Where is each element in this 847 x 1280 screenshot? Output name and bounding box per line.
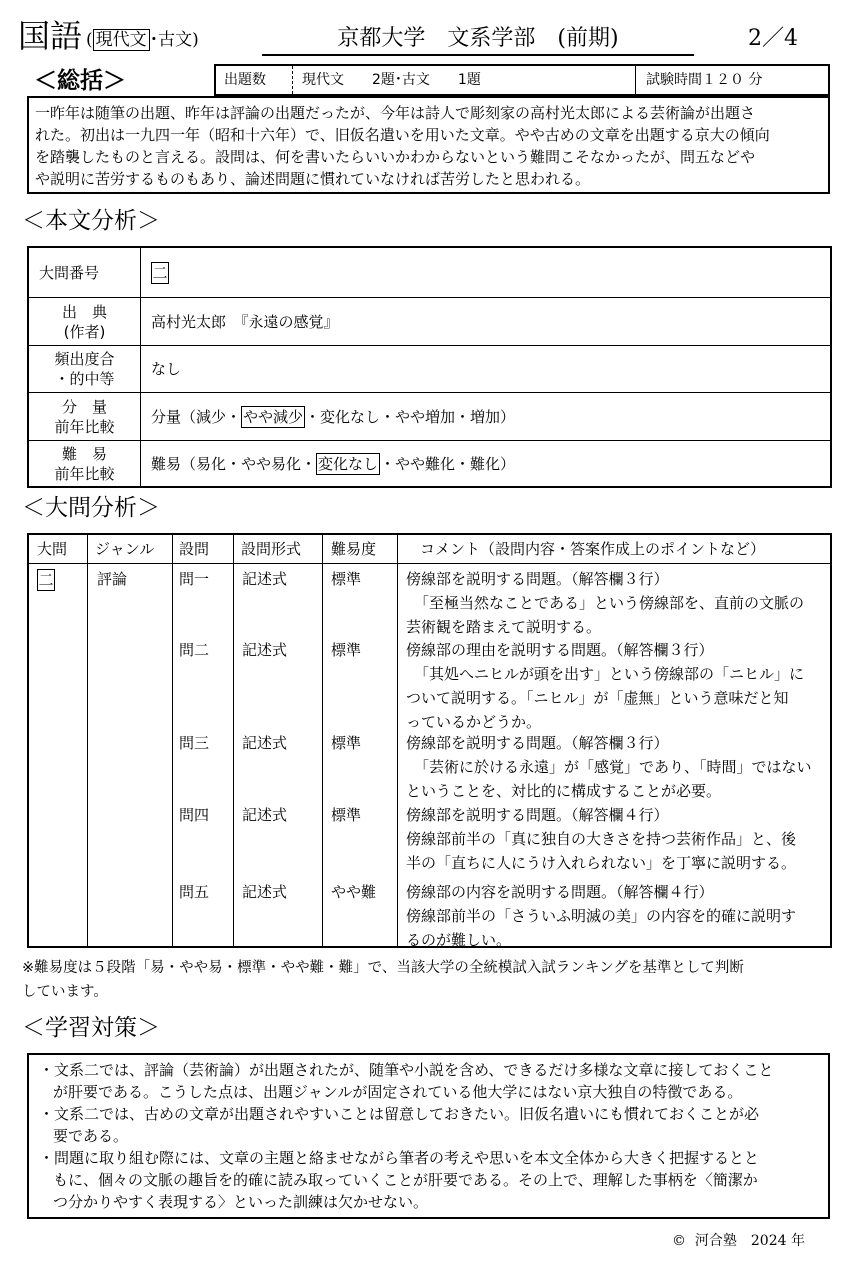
question-format: 記述式	[242, 883, 288, 901]
q-number-label: 大問番号	[39, 263, 100, 282]
question-analysis-heading: ＜大問分析＞	[22, 495, 160, 521]
question-format: 記述式	[242, 570, 288, 588]
comment-line: 傍線部を説明する問題。（解答欄３行）	[406, 570, 669, 588]
comment-line: 傍線部を説明する問題。（解答欄４行）	[406, 806, 669, 824]
study-item	[39, 1147, 822, 1213]
comment-line: 傍線部前半の「さういふ明滅の美」の内容を的確に説明す	[406, 907, 797, 925]
comment-line: っているかどうか。	[406, 713, 542, 731]
question-label: 問五	[179, 883, 210, 901]
question-level: やや難	[331, 883, 377, 901]
difficulty-suffix: ・やや難化・難化）	[380, 454, 516, 473]
scope-rest: ･古文)	[149, 30, 199, 50]
question-level: 標準	[331, 570, 362, 588]
comment-line: るのが難しい。	[406, 931, 512, 949]
source-sublabel: (作者)	[63, 322, 106, 341]
exam-info-box	[214, 64, 830, 96]
scope-selected: 現代文	[93, 29, 150, 51]
difficulty-label: 難 易	[61, 444, 107, 463]
difficulty-value	[151, 441, 515, 486]
study-line: 要である。	[53, 1127, 129, 1145]
study-line: ・問題に取り組む際には、文章の主題と絡ませながら筆者の考えや思いを本文全体から大きく把握するとと	[39, 1149, 760, 1167]
note-line: ※難易度は５段階「易・やや易・標準・やや難・難」で、当該大学の全統模試入試ランキングを基準として判断	[22, 960, 744, 976]
col-header: 難易度	[331, 540, 377, 558]
summary-line: を踏襲したものと言える。設問は、何を書いたらいいかわからないという難問こそなかったが、問五などや	[35, 148, 756, 166]
subject-title: 国語	[18, 17, 83, 55]
frequency-label: 頻出度合	[54, 350, 115, 368]
subject-scope	[86, 28, 199, 52]
question-label: 問二	[179, 641, 210, 659]
big-question-number: 二	[38, 571, 54, 589]
difficulty-selected: 変化なし	[318, 454, 379, 473]
study-box	[27, 1053, 830, 1219]
text-analysis-table	[27, 246, 832, 488]
study-item	[39, 1103, 822, 1147]
source-value: 高村光太郎 『永遠の感覚』	[151, 312, 339, 331]
summary-heading: ＜総括＞	[34, 68, 126, 94]
frequency-value: なし	[151, 360, 182, 378]
difficulty-sublabel: 前年比較	[54, 464, 115, 483]
summary-box	[27, 96, 830, 194]
question-level: 標準	[331, 734, 362, 752]
question-level: 標準	[331, 806, 362, 824]
col-header: 大問	[37, 540, 68, 558]
row-frequency	[29, 346, 830, 393]
comment-line: 「其処へニヒルが頭を出す」という傍線部の「ニヒル」に	[414, 665, 805, 683]
col-header: 設問	[179, 540, 210, 558]
summary-line: れた。初出は一九四一年（昭和十六年）で、旧仮名遣いを用いた文章。やや古めの文章を出題する京大の傾向	[35, 126, 770, 144]
volume-suffix: ・変化なし・やや増加・増加）	[305, 407, 516, 426]
scope-open: (	[86, 30, 93, 50]
question-label: 問三	[179, 734, 210, 752]
study-line: もに、個々の文脈の趣旨を的確に読み取っていくことが肝要である。その上で、理解した事柄を〈簡潔か	[53, 1171, 758, 1189]
question-format: 記述式	[242, 641, 288, 659]
comment-line: ということを、対比的に構成することが必要。	[406, 782, 722, 800]
q-number-value: 二	[152, 263, 168, 282]
comment-line: 「至極当然なことである」という傍線部を、直前の文脈の	[414, 594, 805, 612]
comment-line: ついて説明する。「ニヒル」が「虚無」という意味だと知	[406, 689, 789, 707]
question-format: 記述式	[242, 806, 288, 824]
study-line: ・文系二では、評論（芸術論）が出題されたが、随筆や小説を含め、できるだけ多様な文章に接しておくこと	[39, 1061, 774, 1079]
study-item	[39, 1059, 822, 1103]
volume-value	[151, 393, 515, 440]
study-heading: ＜学習対策＞	[22, 1015, 160, 1041]
comment-line: 傍線部の理由を説明する問題。（解答欄３行）	[406, 641, 714, 659]
col-header: 設問形式	[241, 540, 302, 558]
question-label: 問四	[179, 806, 210, 824]
comment-line: 傍線部前半の「真に独自の大きさを持つ芸術作品」と、後	[406, 830, 797, 848]
count-value: 現代文 2題･古文 1題	[302, 72, 481, 88]
text-analysis-heading: ＜本文分析＞	[22, 208, 160, 234]
row-difficulty	[29, 441, 830, 486]
exam-title: 京都大学 文系学部 (前期)	[262, 24, 694, 56]
note-line: しています。	[22, 984, 108, 1000]
summary-line: 一昨年は随筆の出題、昨年は評論の出題だったが、今年は詩人で彫刻家の高村光太郎による芸術論が出題さ	[35, 104, 756, 122]
row-q-number	[29, 248, 830, 298]
question-label: 問一	[179, 570, 210, 588]
comment-line: 傍線部を説明する問題。（解答欄３行）	[406, 734, 669, 752]
study-line: が肝要である。こうした点は、出題ジャンルが固定されている他大学にはない京大独自の特徴である。	[53, 1083, 743, 1101]
question-level: 標準	[331, 641, 362, 659]
count-label: 出題数	[224, 72, 266, 88]
row-source	[29, 298, 830, 346]
volume-sublabel: 前年比較	[54, 417, 115, 436]
volume-label: 分 量	[61, 397, 107, 416]
volume-prefix: 分量（減少・	[151, 407, 242, 426]
difficulty-note	[22, 956, 834, 1004]
genre-value: 評論	[97, 570, 128, 588]
summary-line: や説明に苦労するものもあり、論述問題に慣れていなければ苦労したと思われる。	[35, 170, 591, 188]
question-analysis-table	[27, 533, 832, 948]
comment-line: 「芸術に於ける永遠」が「感覚」であり、「時間」ではない	[414, 758, 812, 776]
study-line: つ分かりやすく表現する〉といった訓練は欠かせない。	[53, 1193, 429, 1211]
col-header: ジャンル	[95, 540, 155, 558]
comment-line: 傍線部の内容を説明する問題。（解答欄４行）	[406, 883, 714, 901]
copyright: © 河合塾 2024 年	[672, 1233, 805, 1249]
volume-selected: やや減少	[243, 407, 304, 426]
col-header: コメント（設問内容・答案作成上のポイントなど）	[420, 540, 766, 558]
question-format: 記述式	[242, 734, 288, 752]
comment-line: 半の「直ちに人にうけ入れられない」を丁寧に説明する。	[406, 854, 797, 872]
time-label: 試験時間１２０ 分	[646, 72, 763, 88]
source-label: 出 典	[61, 302, 107, 321]
frequency-sublabel: ・的中等	[54, 370, 115, 388]
page-number: 2／4	[748, 26, 798, 51]
comment-line: 芸術観を踏まえて説明する。	[406, 618, 602, 636]
difficulty-prefix: 難易（易化・やや易化・	[151, 454, 317, 473]
study-line: ・文系二では、古めの文章が出題されやすいことは留意しておきたい。旧仮名遣いにも慣れておくことが必	[39, 1105, 760, 1123]
row-volume	[29, 393, 830, 441]
